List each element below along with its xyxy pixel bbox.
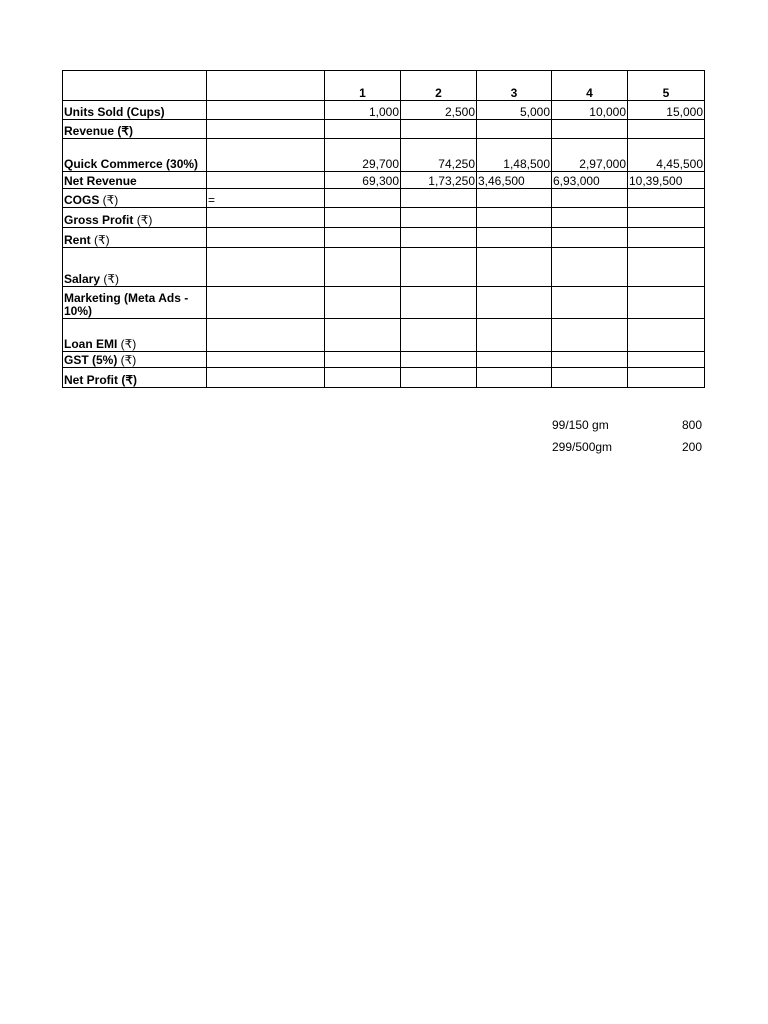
row-label: Loan EMI: [64, 337, 118, 351]
value-cell[interactable]: [477, 248, 552, 287]
table-row: [63, 368, 705, 388]
value-cell[interactable]: [628, 189, 705, 208]
blank-cell[interactable]: [207, 287, 325, 319]
row-label: Units Sold (Cups): [64, 105, 165, 119]
row-label: Net Revenue: [64, 174, 137, 188]
month-header-2[interactable]: 2: [401, 71, 477, 101]
value-cell[interactable]: 6,93,000: [552, 172, 628, 189]
value-cell[interactable]: [401, 228, 477, 248]
pack-size-row: [552, 416, 704, 438]
value-cell[interactable]: [477, 208, 552, 228]
corner-cell[interactable]: [63, 71, 207, 101]
value-cell[interactable]: [628, 319, 705, 352]
row-label-cell[interactable]: [63, 139, 207, 172]
blank-cell[interactable]: [207, 228, 325, 248]
value-cell[interactable]: 10,39,500: [628, 172, 705, 189]
blank-cell[interactable]: [207, 172, 325, 189]
row-label: Quick Commerce (30%): [64, 157, 199, 171]
row-label-unit: (₹): [99, 193, 119, 207]
month-header-4[interactable]: 4: [552, 71, 628, 101]
row-label-cell[interactable]: [63, 101, 207, 120]
table-row: [63, 101, 705, 120]
row-label-unit: (₹): [90, 233, 110, 247]
blank-cell[interactable]: [207, 101, 325, 120]
value-cell[interactable]: 74,250: [401, 139, 477, 172]
row-label-cell[interactable]: [63, 172, 207, 189]
financial-projection-table: [62, 70, 705, 388]
blank-cell[interactable]: =: [207, 189, 325, 208]
blank-cell[interactable]: [207, 139, 325, 172]
row-label-cell[interactable]: [63, 228, 207, 248]
value-cell[interactable]: [552, 208, 628, 228]
pack-size-row: [552, 438, 704, 460]
table-row: [63, 248, 705, 287]
row-label-cell[interactable]: [63, 287, 207, 319]
value-cell[interactable]: 1,48,500: [477, 139, 552, 172]
blank-cell[interactable]: [207, 352, 325, 368]
pack-size-label[interactable]: 299/500gm: [552, 440, 613, 454]
row-label-unit: (₹): [133, 213, 153, 227]
row-label-unit: (₹): [117, 353, 137, 367]
pack-size-value[interactable]: 200: [681, 440, 702, 454]
table-row: [63, 139, 705, 172]
value-cell[interactable]: 69,300: [325, 172, 401, 189]
row-label: Marketing (Meta Ads - 10%): [64, 291, 189, 318]
value-cell[interactable]: [401, 352, 477, 368]
row-label-cell[interactable]: [63, 120, 207, 139]
value-cell[interactable]: [477, 120, 552, 139]
value-cell[interactable]: 1,000: [325, 101, 401, 120]
value-cell[interactable]: [325, 208, 401, 228]
pack-size-table: [552, 416, 704, 460]
pack-size-value[interactable]: 800: [681, 418, 702, 432]
value-cell[interactable]: [325, 120, 401, 139]
value-cell[interactable]: [477, 319, 552, 352]
row-label: Rent: [64, 233, 91, 247]
value-cell[interactable]: [628, 120, 705, 139]
value-cell[interactable]: [325, 248, 401, 287]
value-cell[interactable]: 3,46,500: [477, 172, 552, 189]
value-cell[interactable]: [552, 189, 628, 208]
row-label-cell[interactable]: [63, 248, 207, 287]
value-cell[interactable]: [628, 208, 705, 228]
value-cell[interactable]: [325, 352, 401, 368]
value-cell[interactable]: [552, 287, 628, 319]
value-cell[interactable]: [401, 319, 477, 352]
row-label-unit: (₹): [117, 337, 137, 351]
blank-cell[interactable]: [207, 120, 325, 139]
row-label-cell[interactable]: [63, 208, 207, 228]
value-cell[interactable]: 1,73,250: [401, 172, 477, 189]
blank-cell[interactable]: [207, 368, 325, 388]
value-cell[interactable]: [325, 319, 401, 352]
header-row: [63, 71, 705, 101]
month-header-3[interactable]: 3: [477, 71, 552, 101]
value-cell[interactable]: [477, 368, 552, 388]
value-cell[interactable]: [401, 189, 477, 208]
value-cell[interactable]: [401, 287, 477, 319]
row-label-cell[interactable]: [63, 368, 207, 388]
value-cell[interactable]: [552, 368, 628, 388]
value-cell[interactable]: [325, 287, 401, 319]
value-cell[interactable]: [628, 228, 705, 248]
value-cell[interactable]: [628, 352, 705, 368]
value-cell[interactable]: [401, 208, 477, 228]
value-cell[interactable]: 2,97,000: [552, 139, 628, 172]
table-row: [63, 172, 705, 189]
value-cell[interactable]: [477, 189, 552, 208]
row-label: Salary: [64, 272, 101, 286]
value-cell[interactable]: 5,000: [477, 101, 552, 120]
row-label-cell[interactable]: [63, 319, 207, 352]
table-row: [63, 319, 705, 352]
table-row: [63, 228, 705, 248]
row-label-cell[interactable]: [63, 189, 207, 208]
value-cell[interactable]: [552, 120, 628, 139]
row-label-unit: (₹): [100, 272, 119, 286]
table-row: [63, 120, 705, 139]
row-label: GST (5%): [64, 353, 118, 367]
header-blank-cell[interactable]: [207, 71, 325, 101]
value-cell[interactable]: [325, 228, 401, 248]
value-cell[interactable]: [477, 228, 552, 248]
value-cell[interactable]: 10,000: [552, 101, 628, 120]
row-label: Net Profit (₹): [64, 373, 137, 387]
value-cell[interactable]: 29,700: [325, 139, 401, 172]
table-row: [63, 189, 705, 208]
month-header-1[interactable]: 1: [325, 71, 401, 101]
value-cell[interactable]: [477, 287, 552, 319]
blank-cell[interactable]: [207, 208, 325, 228]
value-cell[interactable]: 15,000: [628, 101, 705, 120]
value-cell[interactable]: [552, 319, 628, 352]
value-cell[interactable]: [325, 189, 401, 208]
value-cell[interactable]: [552, 352, 628, 368]
value-cell[interactable]: 2,500: [401, 101, 477, 120]
row-label-cell[interactable]: [63, 352, 207, 368]
value-cell[interactable]: [552, 228, 628, 248]
row-label: Revenue (₹): [64, 124, 133, 138]
pack-size-label[interactable]: 99/150 gm: [552, 418, 609, 432]
table-row: [63, 352, 705, 368]
blank-cell[interactable]: [207, 248, 325, 287]
value-cell[interactable]: 4,45,500: [628, 139, 705, 172]
value-cell[interactable]: [401, 120, 477, 139]
value-cell[interactable]: [325, 368, 401, 388]
table-row: [63, 287, 705, 319]
month-header-5[interactable]: 5: [628, 71, 705, 101]
value-cell[interactable]: [628, 248, 705, 287]
value-cell[interactable]: [477, 352, 552, 368]
table-row: [63, 208, 705, 228]
value-cell[interactable]: [401, 248, 477, 287]
value-cell[interactable]: [552, 248, 628, 287]
row-label: Gross Profit: [64, 213, 134, 227]
blank-cell[interactable]: [207, 319, 325, 352]
value-cell[interactable]: [401, 368, 477, 388]
value-cell[interactable]: [628, 368, 705, 388]
value-cell[interactable]: [628, 287, 705, 319]
row-label: COGS: [64, 193, 100, 207]
